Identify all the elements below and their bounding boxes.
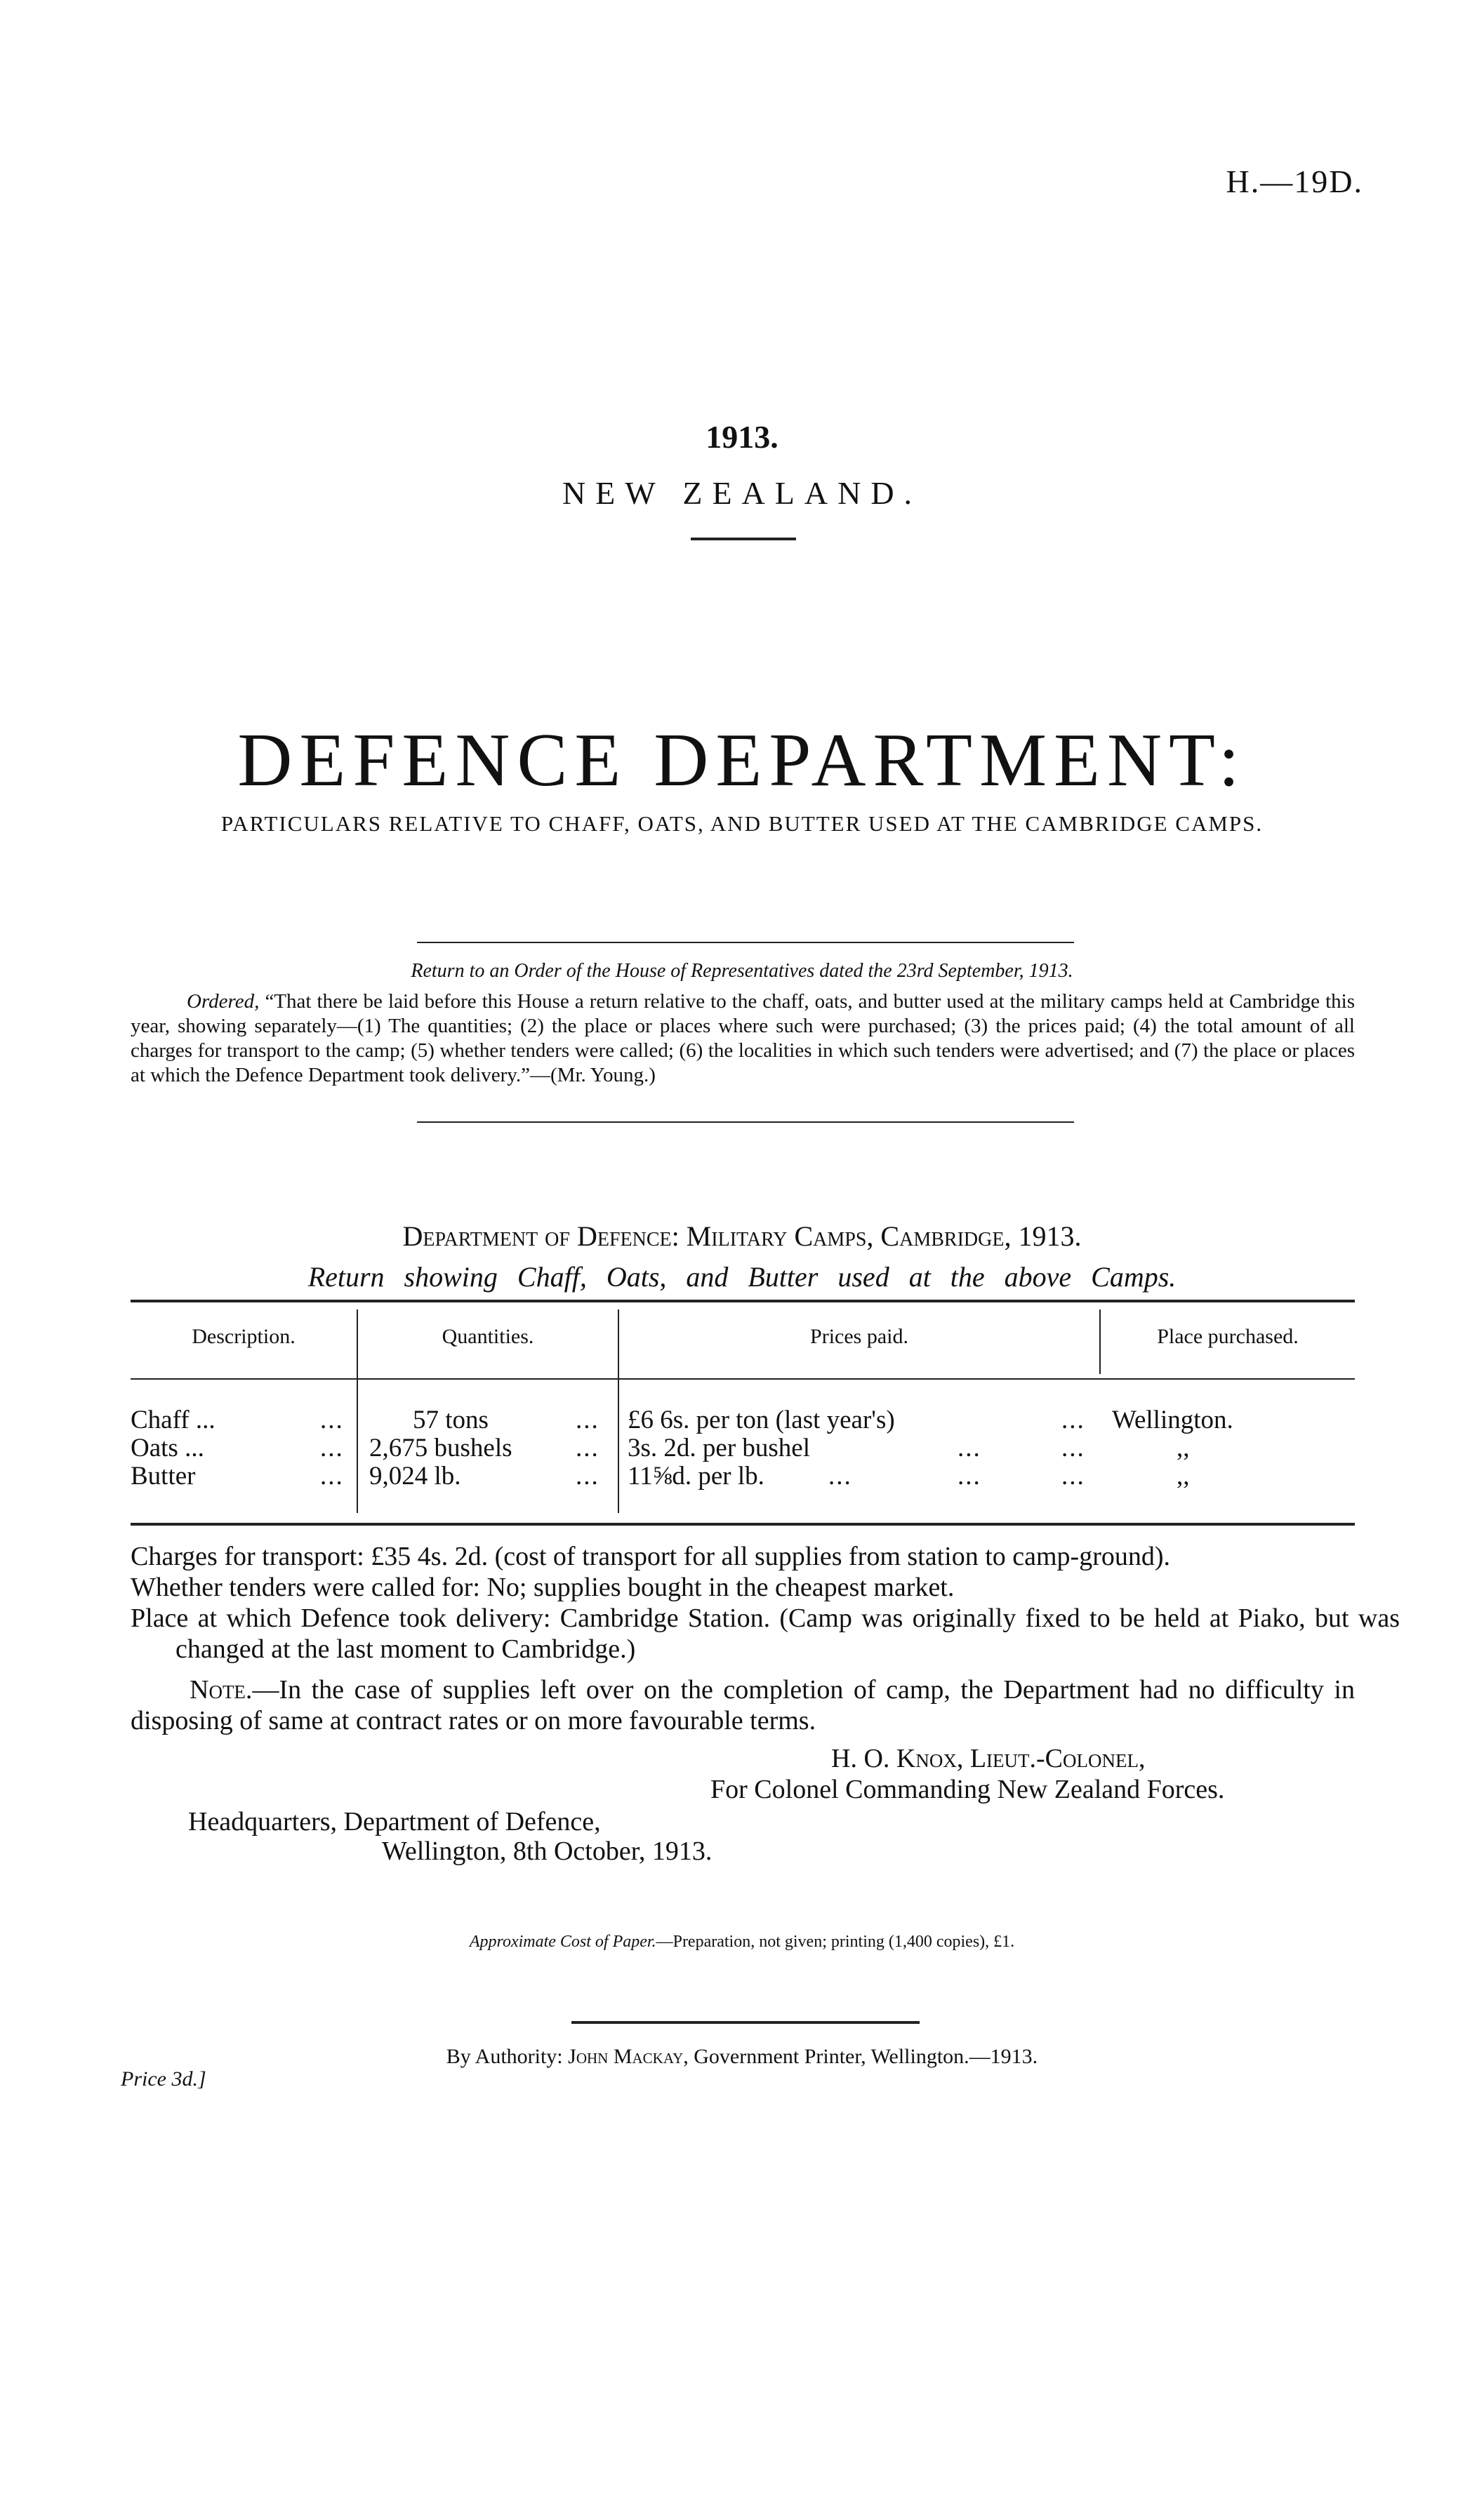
row-oats-leader-1: ... (320, 1434, 344, 1462)
transport-charges (131, 1541, 1355, 1572)
row-chaff-leader-1: ... (320, 1406, 344, 1434)
delivery-place (131, 1603, 1400, 1665)
row-oats-quantity: 2,675 bushels (369, 1434, 512, 1462)
transport-charges-text: Charges for transport: £35 4s. 2d. (cost of transport for all supplies from station to camp-ground). (131, 1542, 1171, 1571)
column-header-place: Place purchased. (1157, 1325, 1299, 1348)
order-text (131, 989, 1355, 1088)
authority-suffix: Government Printer, Wellington.—1913. (694, 2045, 1038, 2068)
cost-text: —Preparation, not given; printing (1,400 copies), £1. (656, 1933, 1015, 1951)
cost-of-paper (0, 1933, 1484, 1952)
row-oats-leader-4: ... (1061, 1434, 1085, 1462)
authority-line (0, 2045, 1484, 2069)
note-paragraph (131, 1674, 1355, 1736)
headquarters-line-1: Headquarters, Department of Defence, (188, 1807, 601, 1836)
row-oats-description: Oats ... (131, 1434, 204, 1462)
signature-name: H. O. Knox, Lieut.-Colonel, (831, 1744, 1146, 1773)
row-butter-leader-5: ... (1061, 1462, 1085, 1491)
department-title: DEFENCE DEPARTMENT: (237, 719, 1247, 802)
column-header-quantities: Quantities. (442, 1325, 534, 1348)
column-header-description: Description. (192, 1325, 296, 1348)
signature-for-line: For Colonel Commanding New Zealand Forces. (710, 1775, 1225, 1804)
row-butter-description: Butter (131, 1462, 196, 1491)
table-subheading: Return showing Chaff, Oats, and Butter used at the above Camps. (307, 1261, 1177, 1293)
price: Price 3d.] (121, 2067, 206, 2091)
note-text: —In the case of supplies left over on the completion of camp, the Department had no difficulty in disposing of same at contract rates or on more favourable terms. (131, 1675, 1355, 1735)
footer-rule (571, 2021, 920, 2024)
row-chaff-quantity: 57 tons (413, 1406, 489, 1434)
cost-label: Approximate Cost of Paper. (469, 1933, 656, 1951)
row-chaff-price: £6 6s. per ton (last year's) (628, 1406, 895, 1434)
tenders-called (131, 1572, 1355, 1603)
note-label: Note. (190, 1675, 253, 1705)
subtitle: PARTICULARS RELATIVE TO CHAFF, OATS, AND BUTTER USED AT THE CAMBRIDGE CAMPS. (220, 811, 1264, 836)
row-oats-leader-2: ... (576, 1434, 599, 1462)
authority-prefix: By Authority: (446, 2045, 563, 2068)
row-chaff-description: Chaff ... (131, 1406, 216, 1434)
return-order-line: Return to an Order of the House of Representatives dated the 23rd September, 1913. (411, 960, 1073, 982)
row-butter-quantity: 9,024 lb. (369, 1462, 461, 1491)
table-heading: Department of Defence: Military Camps, Cambridge, 1913. (402, 1220, 1082, 1252)
table-bottom-rule (131, 1523, 1355, 1526)
row-oats-leader-3: ... (958, 1434, 981, 1462)
country-underline (691, 538, 796, 540)
row-butter-leader-1: ... (320, 1462, 344, 1491)
row-butter-place: ,, (1177, 1462, 1190, 1491)
order-body: “That there be laid before this House a return relative to the chaff, oats, and butter used at the military camps held at Cambridge this year, showing separately—(1) The quantities; (2) the place or places where such were purchased; (3) the prices paid; (4) the total amount of all charges for transport to the camp; (5) whether tenders were called; (6) the localities in which such tenders were advertised; and (7) the place or places at which the Defence Department took delivery.”—(Mr. Young.) (131, 990, 1355, 1086)
row-butter-leader-4: ... (958, 1462, 981, 1491)
headquarters-line-2: Wellington, 8th October, 1913. (382, 1836, 713, 1866)
row-chaff-place: Wellington. (1112, 1406, 1233, 1434)
year: 1913. (705, 419, 779, 455)
paper-code: H.—19D. (1226, 164, 1363, 199)
tenders-called-text: Whether tenders were called for: No; supplies bought in the cheapest market. (131, 1573, 955, 1602)
row-butter-leader-3: ... (828, 1462, 852, 1491)
ordered-label: Ordered, (187, 990, 260, 1013)
row-oats-price: 3s. 2d. per bushel (628, 1434, 810, 1462)
row-butter-price: 11⅝d. per lb. (628, 1462, 764, 1491)
row-butter-leader-2: ... (576, 1462, 599, 1491)
order-bottom-rule (417, 1121, 1074, 1123)
column-header-prices: Prices paid. (810, 1325, 908, 1348)
row-oats-place: ,, (1177, 1434, 1190, 1462)
order-top-rule (417, 942, 1074, 943)
country: NEW ZEALAND. (562, 475, 922, 511)
table-top-rule (131, 1300, 1355, 1302)
row-chaff-leader-2: ... (576, 1406, 599, 1434)
row-chaff-leader-3: ... (1061, 1406, 1085, 1434)
delivery-place-text: Place at which Defence took delivery: Cambridge Station. (Camp was originally fixed to be held at Piako, but was changed at the last moment to Cambridge.) (131, 1604, 1400, 1664)
printer-name: John Mackay, (568, 2045, 689, 2068)
table-header-rule (131, 1378, 1355, 1380)
